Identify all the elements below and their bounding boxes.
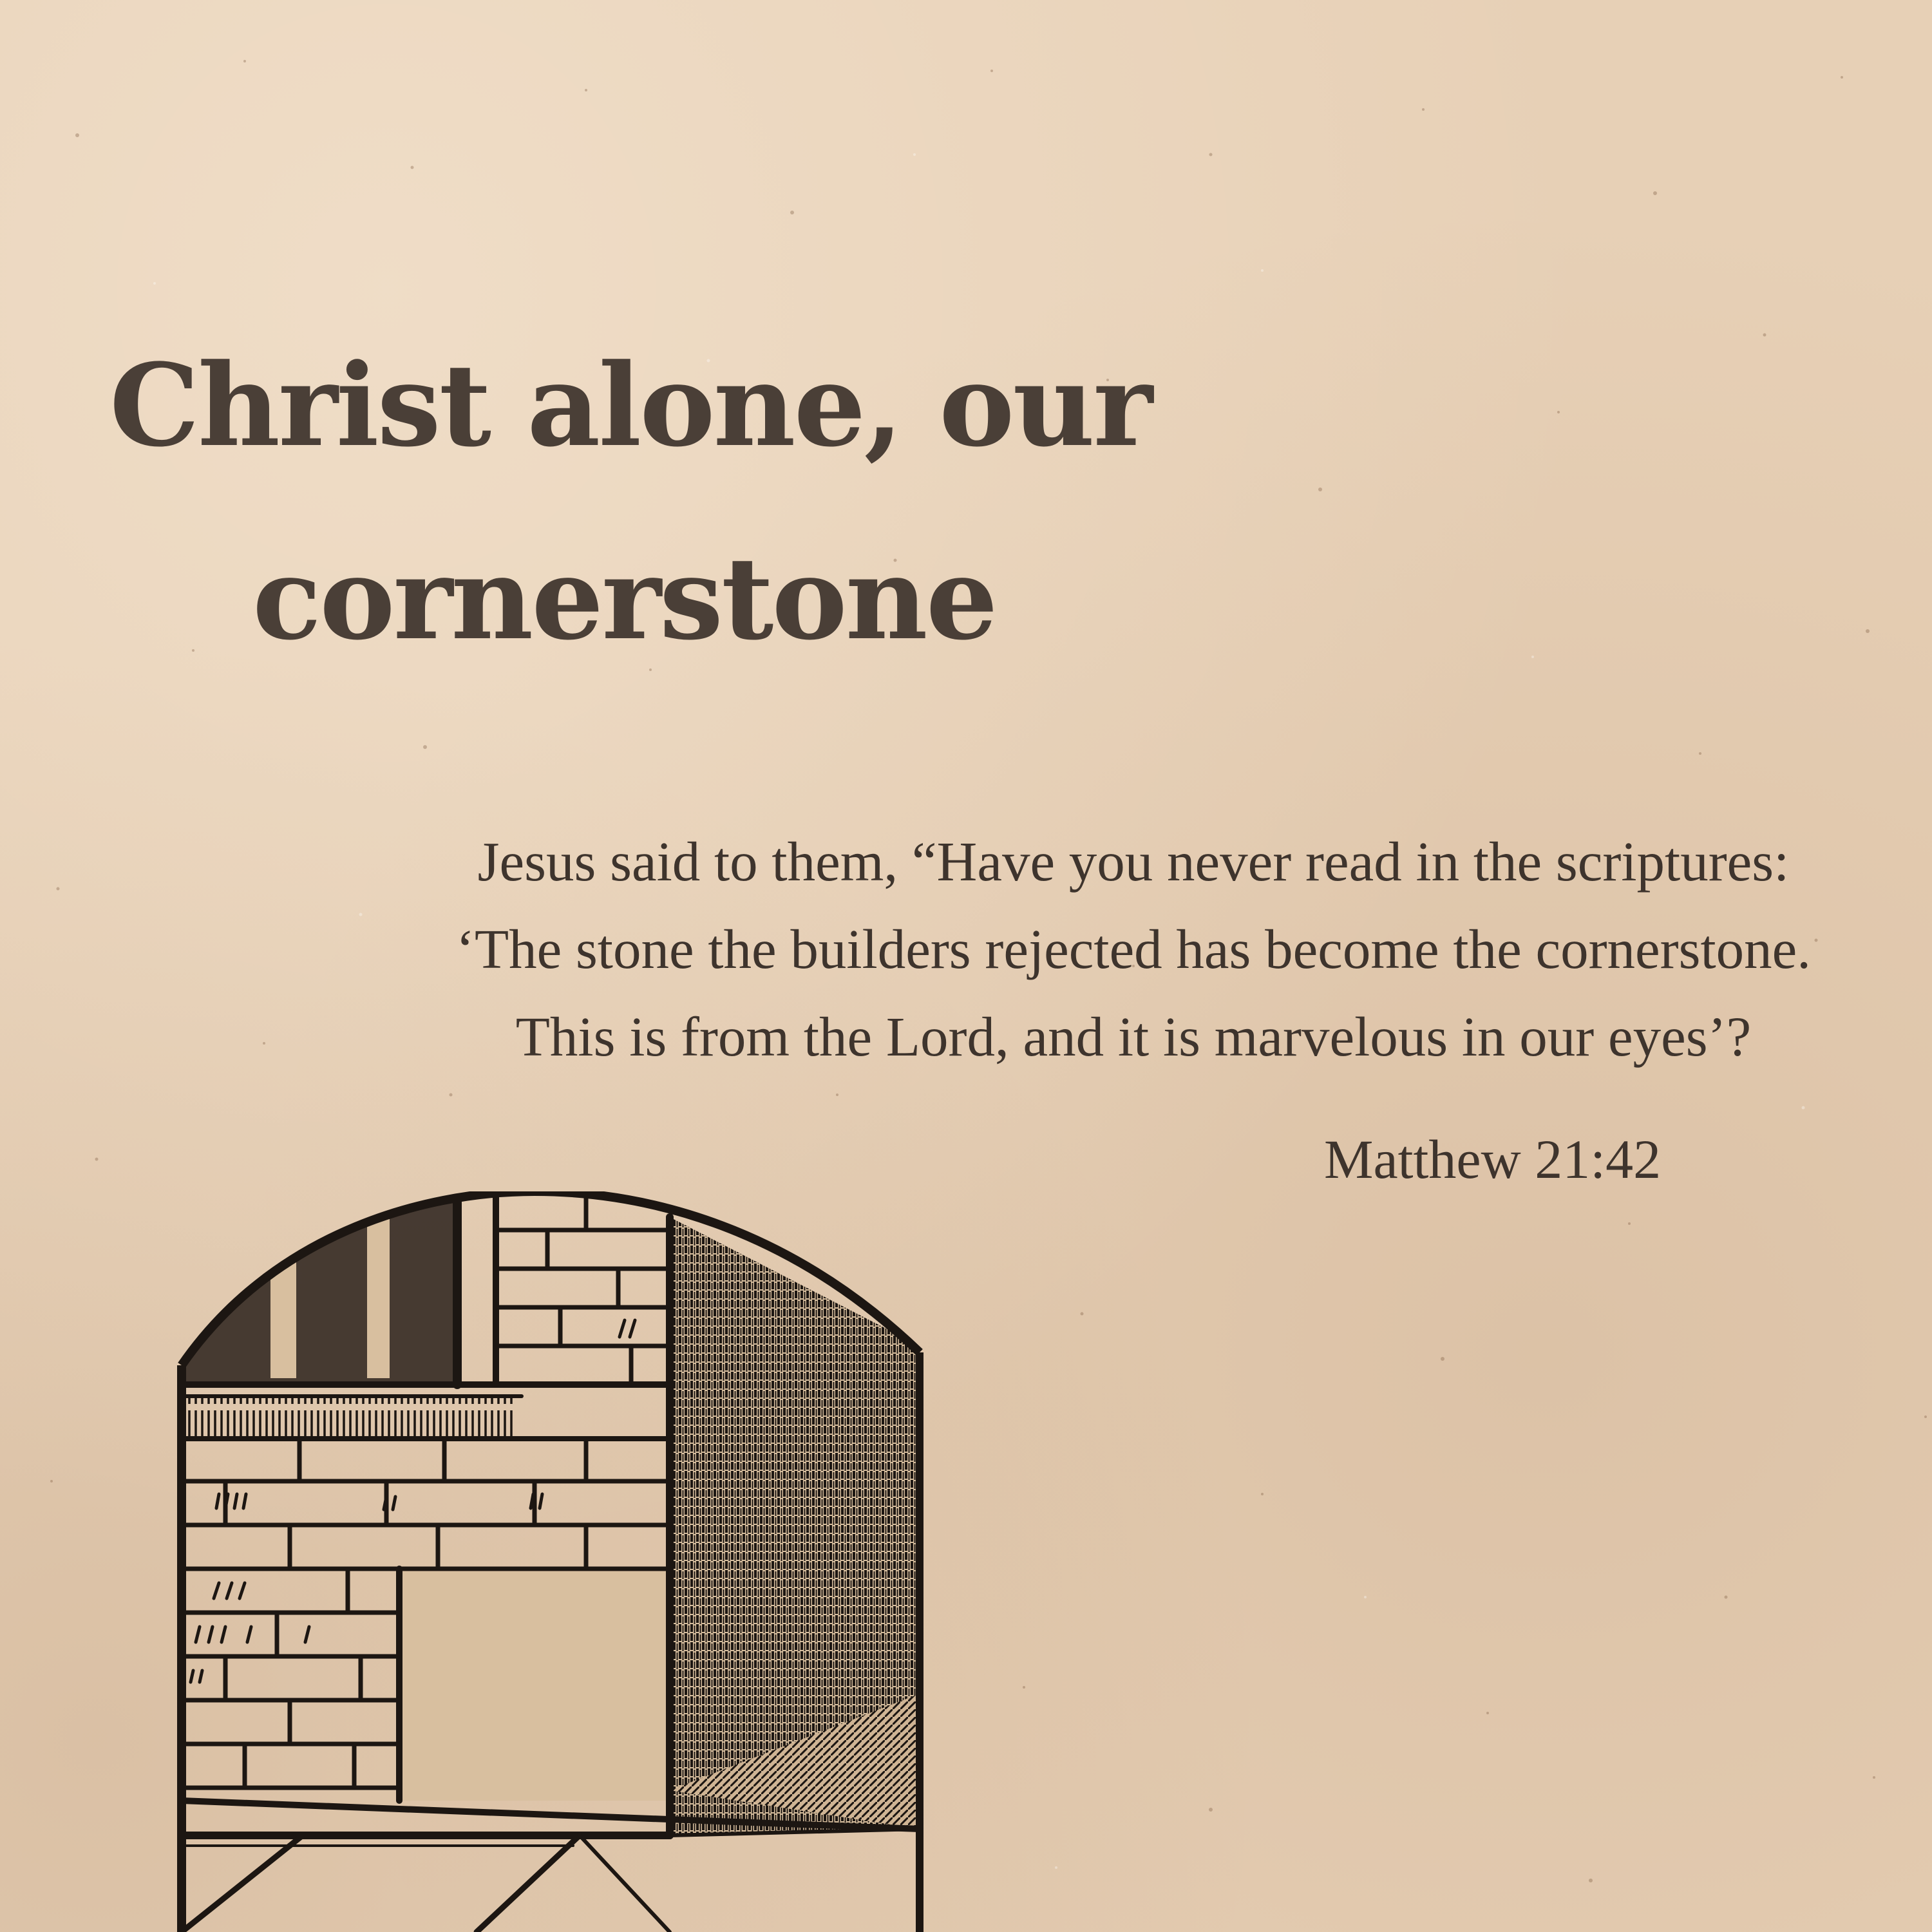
- title-line-2: cornerstone: [252, 532, 996, 665]
- title-line-1: Christ alone, our: [109, 339, 1151, 472]
- verse-line-2: ‘The stone the builders rejected has become the cornerstone.: [455, 918, 1812, 980]
- stone-doorway-illustration: [174, 1191, 934, 1932]
- scripture-reference: Matthew 21:42: [1324, 1128, 1662, 1190]
- verse-line-1: Jesus said to them, “Have you never read in the scriptures:: [477, 830, 1790, 893]
- verse-line-3: This is from the Lord, and it is marvelous in our eyes’?: [515, 1005, 1752, 1068]
- scripture-quote: [361, 818, 1906, 1081]
